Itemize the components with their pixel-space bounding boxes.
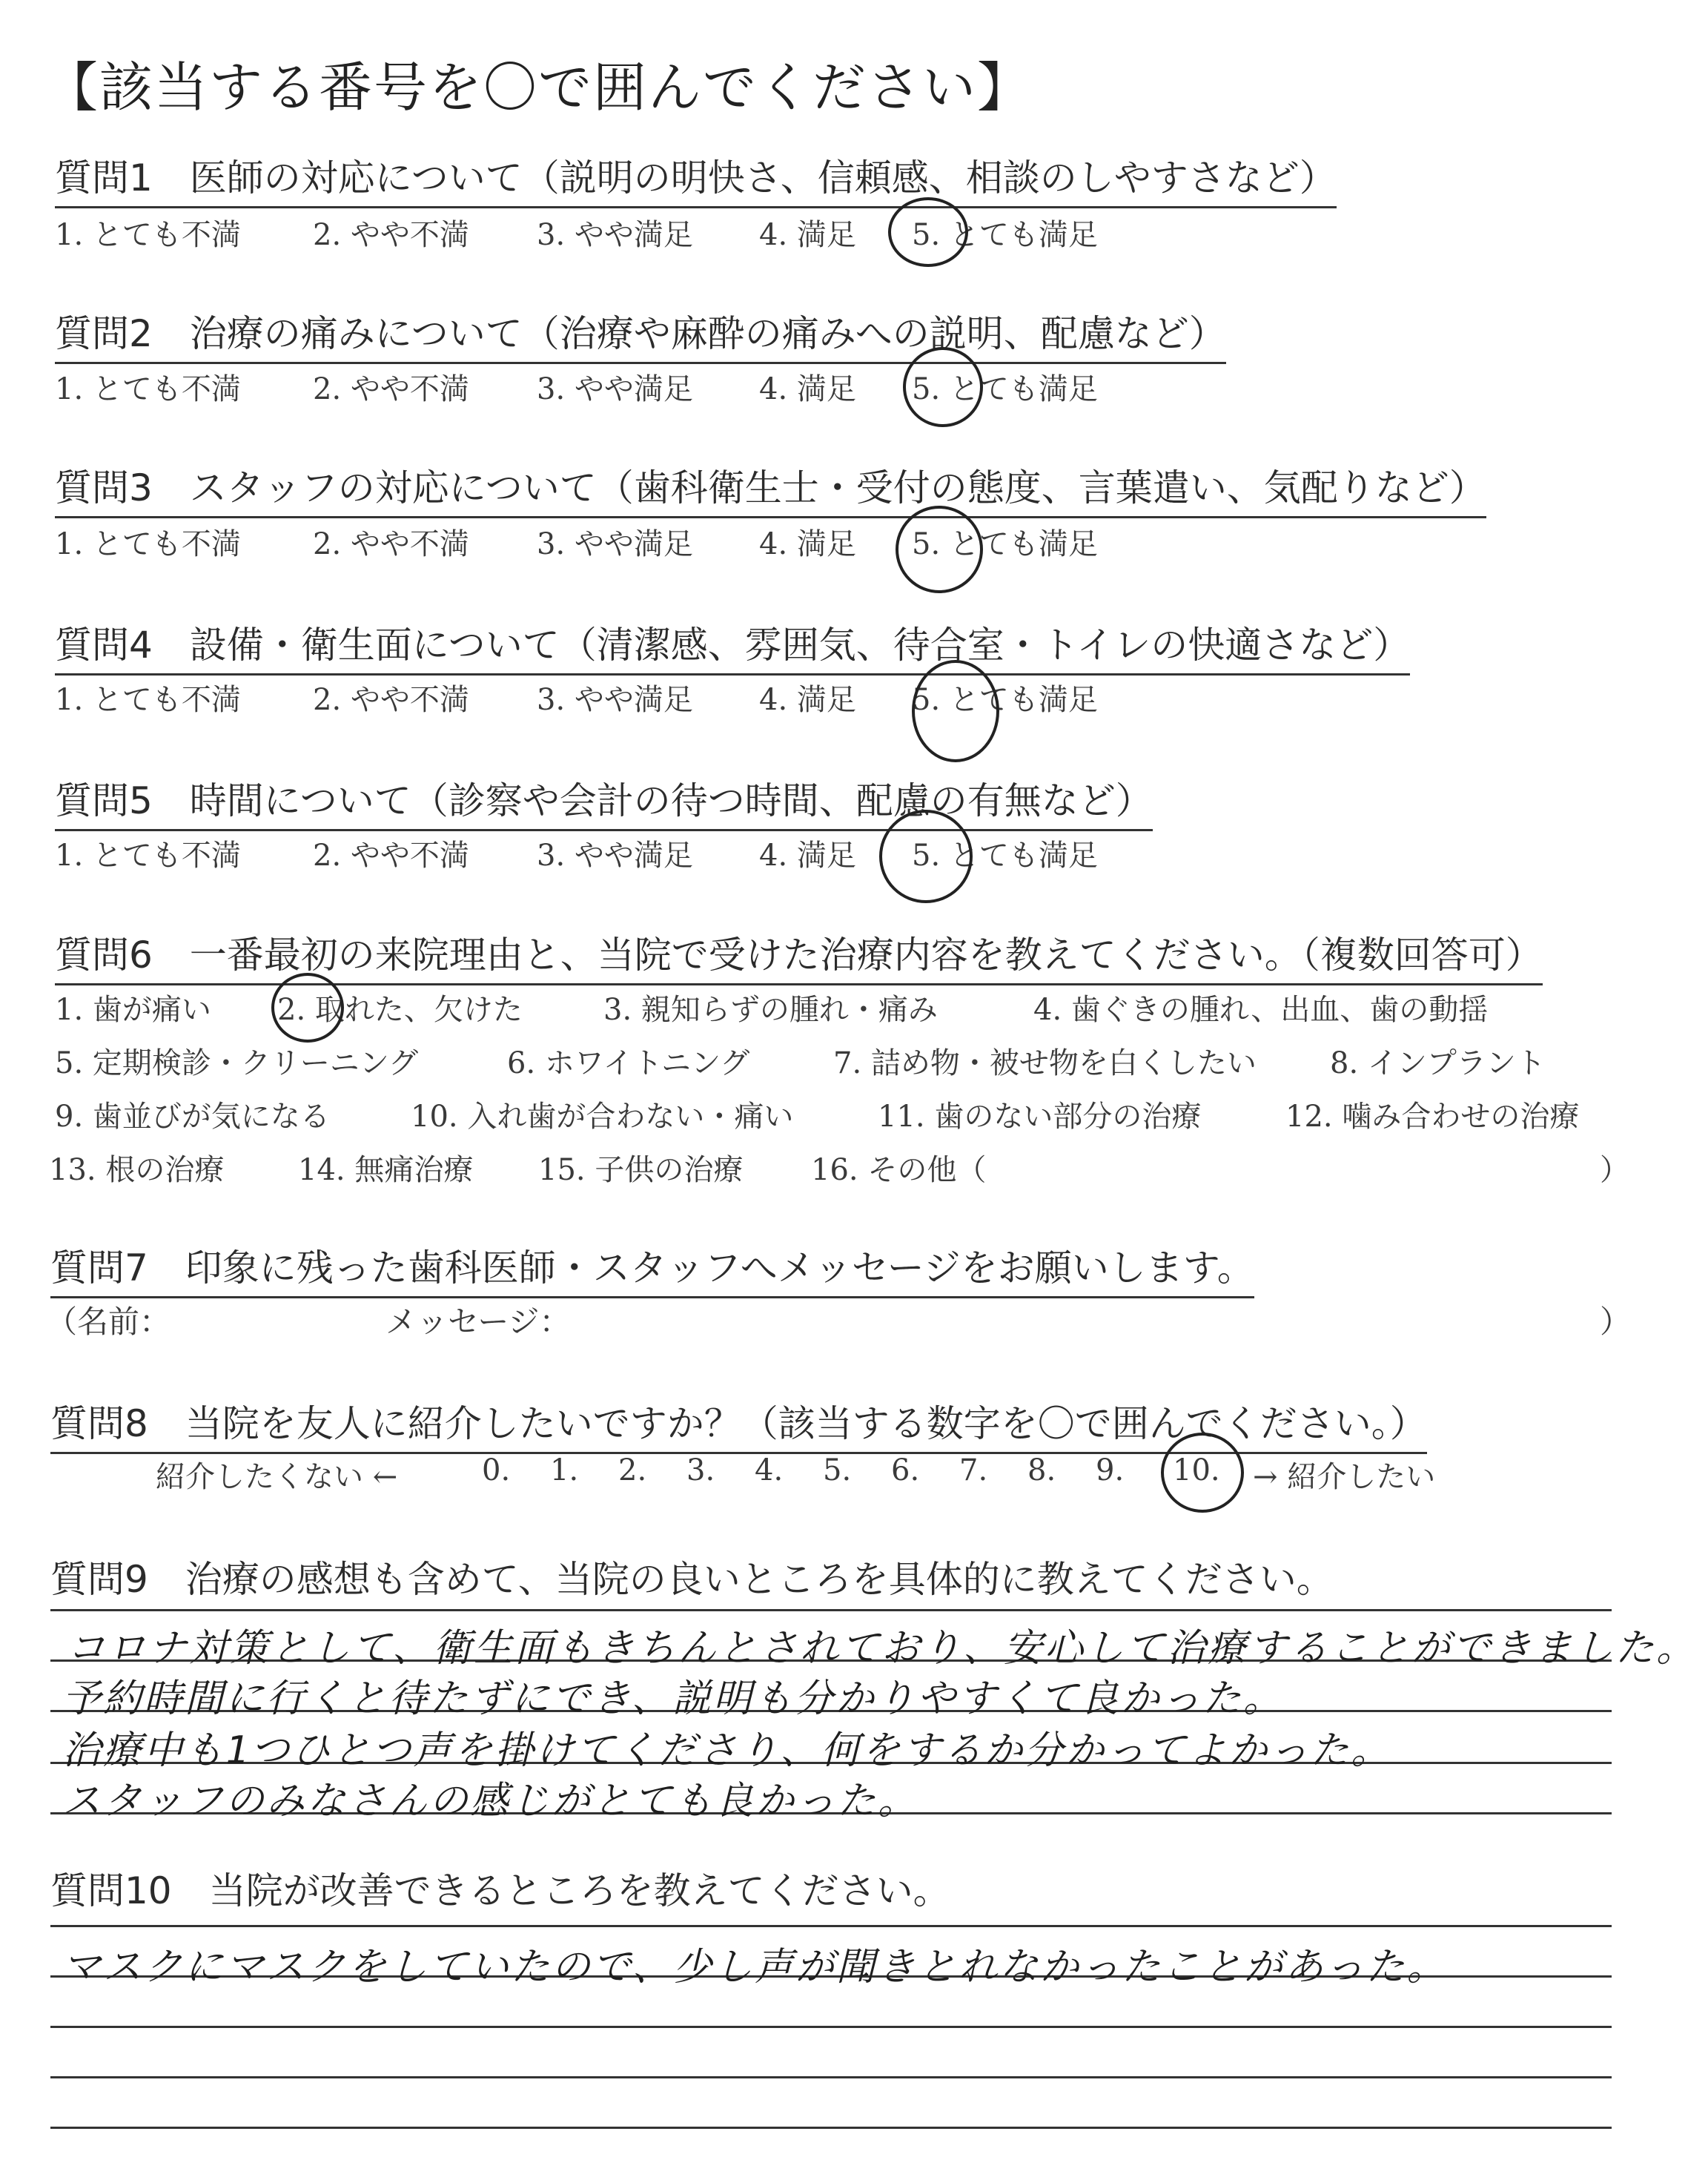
q8-number[interactable]: 7.: [959, 1453, 988, 1487]
q6-option[interactable]: 4. 歯ぐきの腫れ、出血、歯の動揺: [1033, 993, 1489, 1027]
option-3[interactable]: 3. やや満足: [537, 683, 693, 717]
question-1-title: 質問1 医師の対応について（説明の明快さ、信頼感、相談のしやすさなど）: [55, 148, 1337, 208]
option-2[interactable]: 2. やや不満: [313, 218, 469, 252]
q8-number[interactable]: 0.: [482, 1453, 511, 1487]
q6-option[interactable]: 14. 無痛治療: [298, 1153, 474, 1187]
q9-answer-line-1: コロナ対策として、衛生面もきちんとされており、安心して治療することができました。: [67, 1626, 1697, 1671]
option-4[interactable]: 4. 満足: [759, 683, 856, 717]
q8-number[interactable]: 1.: [550, 1453, 579, 1487]
answer-line: [50, 1925, 1612, 1927]
selection-circle: [1161, 1433, 1244, 1513]
q7-close-paren: ）: [1600, 1304, 1632, 1340]
option-5[interactable]: 5. とても満足: [912, 839, 1098, 873]
option-4[interactable]: 4. 満足: [759, 839, 856, 873]
option-5[interactable]: 5. とても満足: [912, 683, 1098, 717]
q6-option[interactable]: 7. 詰め物・被せ物を白くしたい: [833, 1046, 1257, 1080]
q6-option[interactable]: 8. インプラント: [1330, 1046, 1546, 1080]
q6-option[interactable]: 13. 根の治療: [49, 1153, 225, 1187]
selection-circle: [888, 197, 968, 267]
q6-option[interactable]: 10. 入れ歯が合わない・痛い: [411, 1100, 794, 1134]
option-1[interactable]: 1. とても不満: [55, 839, 241, 873]
option-3[interactable]: 3. やや満足: [537, 839, 693, 873]
answer-line: [50, 2127, 1612, 2129]
selection-circle: [271, 973, 344, 1043]
q6-option[interactable]: 9. 歯並びが気になる: [55, 1100, 330, 1134]
q6-option[interactable]: 11. 歯のない部分の治療: [878, 1100, 1202, 1134]
question-9-title: 質問9 治療の感想も含めて、当院の良いところを具体的に教えてください。: [50, 1558, 1334, 1601]
question-2-title: 質問2 治療の痛みについて（治療や麻酔の痛みへの説明、配慮など）: [55, 304, 1226, 364]
option-5[interactable]: 5. とても満足: [912, 372, 1098, 406]
option-2[interactable]: 2. やや不満: [313, 683, 469, 717]
q6-option[interactable]: 2. 取れた、欠けた: [277, 993, 523, 1027]
option-4[interactable]: 4. 満足: [759, 527, 856, 561]
q6-option[interactable]: 16. その他（: [811, 1153, 987, 1187]
q6-close-paren: ）: [1600, 1153, 1629, 1187]
option-1[interactable]: 1. とても不満: [55, 683, 241, 717]
q8-number[interactable]: 5.: [823, 1453, 852, 1487]
q9-answer-line-3: 治療中も1つひとつ声を掛けてくださり、何をするか分かってよかった。: [62, 1728, 1392, 1773]
question-10-title: 質問10 当院が改善できるところを教えてください。: [50, 1869, 950, 1912]
q6-option[interactable]: 3. 親知らずの腫れ・痛み: [603, 993, 938, 1027]
option-2[interactable]: 2. やや不満: [313, 527, 469, 561]
q6-option[interactable]: 5. 定期検診・クリーニング: [55, 1046, 419, 1080]
selection-circle: [912, 660, 999, 762]
option-4[interactable]: 4. 満足: [759, 218, 856, 252]
q6-row-3: [55, 1093, 1649, 1134]
option-1[interactable]: 1. とても不満: [55, 372, 241, 406]
option-1[interactable]: 1. とても不満: [55, 218, 241, 252]
q10-answer-line-1: マスクにマスクをしていたので、少し声が聞きとれなかったことがあった。: [62, 1945, 1448, 1989]
selection-circle: [903, 347, 983, 427]
option-3[interactable]: 3. やや満足: [537, 218, 693, 252]
answer-line: [50, 2026, 1612, 2028]
answer-line: [50, 1609, 1612, 1611]
question-7-title: 質問7 印象に残った歯科医師・スタッフへメッセージをお願いします。: [50, 1238, 1254, 1298]
question-4-title: 質問4 設備・衛生面について（清潔感、雰囲気、待合室・トイレの快適さなど）: [55, 615, 1410, 676]
q8-number[interactable]: 4.: [755, 1453, 784, 1487]
option-5[interactable]: 5. とても満足: [912, 527, 1098, 561]
q6-option[interactable]: 1. 歯が痛い: [55, 993, 211, 1027]
option-2[interactable]: 2. やや不満: [313, 839, 469, 873]
q9-answer-line-4: スタッフのみなさんの感じがとても良かった。: [62, 1779, 919, 1823]
option-3[interactable]: 3. やや満足: [537, 527, 693, 561]
option-5[interactable]: 5. とても満足: [912, 218, 1098, 252]
q6-option[interactable]: 12. 噛み合わせの治療: [1285, 1100, 1580, 1134]
option-3[interactable]: 3. やや満足: [537, 372, 693, 406]
q6-row-4: [49, 1146, 1643, 1187]
q7-message-label: メッセージ：: [385, 1304, 571, 1340]
selection-circle: [879, 810, 973, 903]
q8-number[interactable]: 9.: [1096, 1453, 1125, 1487]
q9-answer-line-2: 予約時間に行くと待たずにでき、説明も分かりやすくて良かった。: [62, 1677, 1284, 1721]
option-4[interactable]: 4. 満足: [759, 372, 856, 406]
q8-left-label: 紹介したくない ←: [156, 1460, 398, 1494]
selection-circle: [896, 506, 983, 593]
q8-number[interactable]: 10.: [1173, 1453, 1220, 1487]
q8-number[interactable]: 6.: [891, 1453, 920, 1487]
question-8-title: 質問8 当院を友人に紹介したいですか？（該当する数字を〇で囲んでください。）: [50, 1394, 1427, 1454]
answer-line: [50, 2076, 1612, 2078]
q8-number[interactable]: 8.: [1027, 1453, 1056, 1487]
question-3-title: 質問3 スタッフの対応について（歯科衛生士・受付の態度、言葉遣い、気配りなど）: [55, 458, 1486, 518]
q8-right-label: → 紹介したい: [1253, 1460, 1436, 1494]
option-1[interactable]: 1. とても不満: [55, 527, 241, 561]
q6-row-2: [55, 1040, 1649, 1080]
option-2[interactable]: 2. やや不満: [313, 372, 469, 406]
q6-option[interactable]: 6. ホワイトニング: [507, 1046, 750, 1080]
q8-number[interactable]: 2.: [618, 1453, 647, 1487]
q7-name-label: （名前：: [46, 1304, 171, 1340]
form-header: 【該当する番号を〇で囲んでください】: [44, 56, 1033, 119]
q6-option[interactable]: 15. 子供の治療: [538, 1153, 744, 1187]
q8-scale: [156, 1453, 1564, 1498]
q8-number[interactable]: 3.: [686, 1453, 715, 1487]
question-6-title: 質問6 一番最初の来院理由と、当院で受けた治療内容を教えてください。（複数回答可）: [55, 925, 1543, 985]
question-5-title: 質問5 時間について（診察や会計の待つ時間、配慮の有無など）: [55, 771, 1153, 831]
